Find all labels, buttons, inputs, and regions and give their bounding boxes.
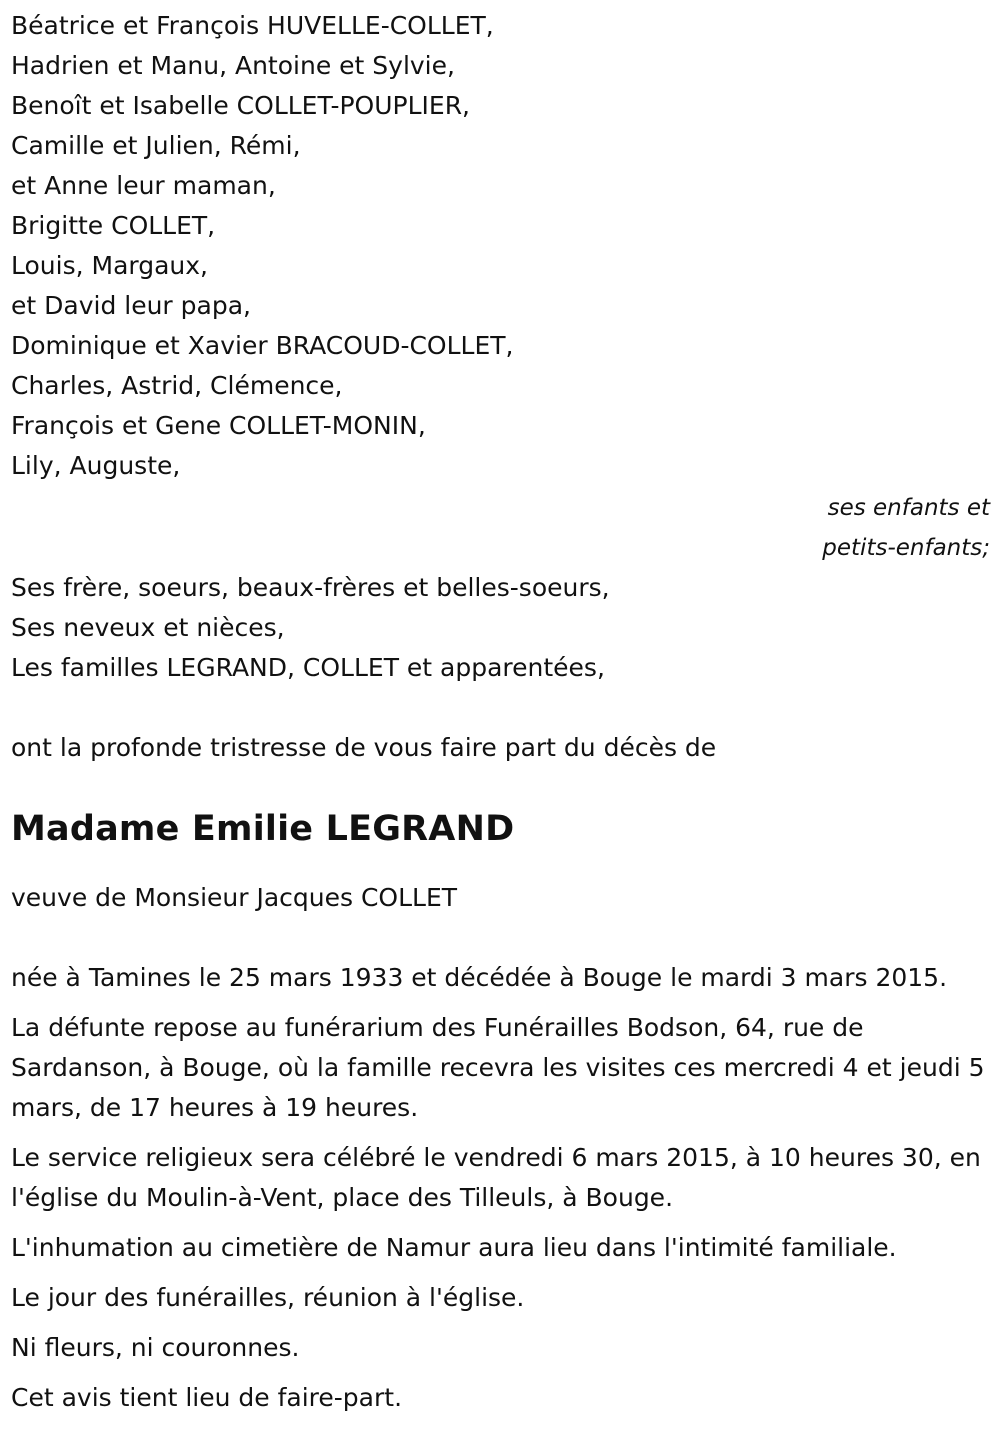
birth-death: née à Tamines le 25 mars 1933 et décédée à Bouge le mardi 3 mars 2015. bbox=[11, 963, 948, 992]
family-list bbox=[11, 6, 990, 486]
family-line: Camille et Julien, Rémi, bbox=[11, 131, 301, 160]
funerarium-paragraph: La défunte repose au funérarium des Funérailles Bodson, 64, rue de Sardanson, à Bouge, où la famille recevra les visites ces mercredi 4 et jeudi 5 mars, de 17 heures à 19 heures. bbox=[11, 1013, 985, 1122]
family-line: Louis, Margaux, bbox=[11, 251, 208, 280]
family-line: Dominique et Xavier BRACOUD-COLLET, bbox=[11, 331, 514, 360]
family-line: et David leur papa, bbox=[11, 291, 251, 320]
deceased-name: Madame Emilie LEGRAND bbox=[11, 809, 515, 849]
family-line: Lily, Auguste, bbox=[11, 451, 181, 480]
relatives-list bbox=[11, 568, 990, 688]
family-line: Benoît et Isabelle COLLET-POUPLIER, bbox=[11, 91, 471, 120]
family-line: Béatrice et François HUVELLE-COLLET, bbox=[11, 11, 494, 40]
relation-line: petits-enfants; bbox=[822, 535, 990, 561]
family-line: Brigitte COLLET, bbox=[11, 211, 216, 240]
service-paragraph: Le service religieux sera célébré le vendredi 6 mars 2015, à 10 heures 30, en l'église du Moulin-à-Vent, place des Tilleuls, à Bouge. bbox=[11, 1143, 981, 1212]
relatives-line: Ses neveux et nièces, bbox=[11, 613, 285, 642]
family-line: François et Gene COLLET-MONIN, bbox=[11, 411, 426, 440]
family-line: et Anne leur maman, bbox=[11, 171, 276, 200]
flowers-paragraph: Ni fleurs, ni couronnes. bbox=[11, 1333, 300, 1362]
burial-paragraph: L'inhumation au cimetière de Namur aura lieu dans l'intimité familiale. bbox=[11, 1233, 897, 1262]
relatives-line: Ses frère, soeurs, beaux-frères et belles-soeurs, bbox=[11, 573, 610, 602]
relation-line: ses enfants et bbox=[827, 495, 990, 521]
relatives-line: Les familles LEGRAND, COLLET et apparentées, bbox=[11, 653, 605, 682]
announcement: ont la profonde tristresse de vous faire part du décès de bbox=[11, 733, 717, 762]
notice-paragraph: Cet avis tient lieu de faire-part. bbox=[11, 1383, 403, 1412]
family-line: Charles, Astrid, Clémence, bbox=[11, 371, 343, 400]
relation-note bbox=[11, 488, 990, 568]
meeting-paragraph: Le jour des funérailles, réunion à l'église. bbox=[11, 1283, 525, 1312]
widow-of: veuve de Monsieur Jacques COLLET bbox=[11, 883, 458, 912]
family-line: Hadrien et Manu, Antoine et Sylvie, bbox=[11, 51, 455, 80]
